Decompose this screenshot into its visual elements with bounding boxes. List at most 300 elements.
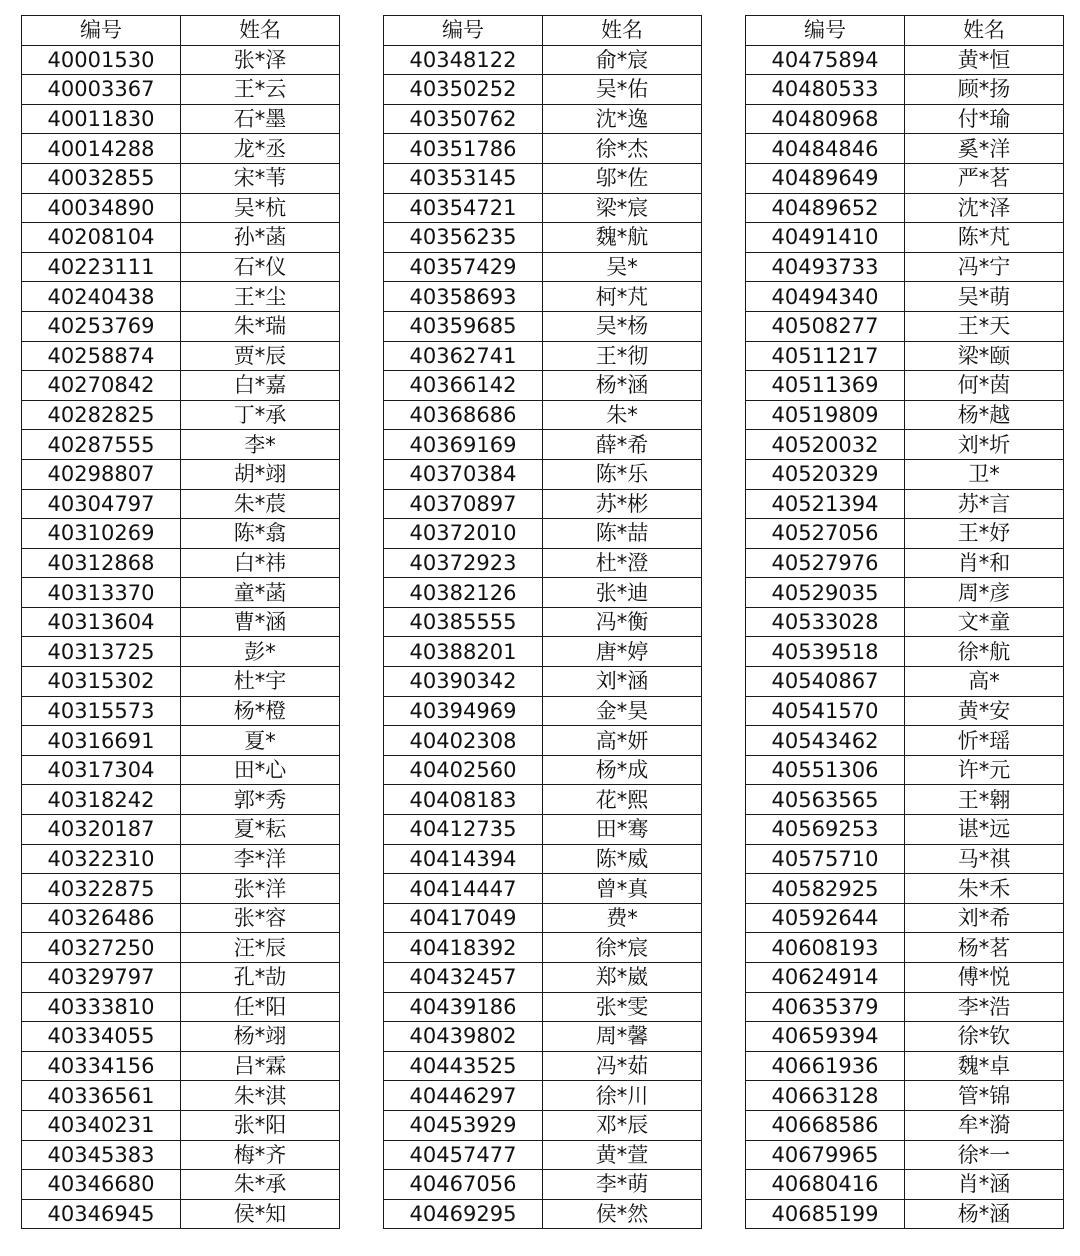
cell-id: 40253769 [22,311,181,341]
table-row [746,726,1064,756]
cell-id: 40551306 [746,755,905,785]
cell-name: 宋*苇 [181,163,340,193]
cell-id: 40527056 [746,519,905,549]
cell-name: 周*馨 [543,1022,702,1052]
cell-name: 徐*宸 [543,933,702,963]
cell-name: 柯*芃 [543,282,702,312]
cell-id: 40333810 [22,992,181,1022]
cell-name: 王*天 [905,311,1064,341]
cell-name: 魏*卓 [905,1051,1064,1081]
cell-id: 40270842 [22,371,181,401]
table-row [22,489,340,519]
table-row [384,1081,702,1111]
table-row [746,1051,1064,1081]
header-id: 编号 [384,16,543,46]
table-header [746,16,1064,46]
table-row [746,311,1064,341]
cell-name: 邓*辰 [543,1110,702,1140]
cell-name: 唐*婷 [543,637,702,667]
cell-name: 苏*彬 [543,489,702,519]
cell-name: 吕*霖 [181,1051,340,1081]
table-row [746,489,1064,519]
table-row [384,578,702,608]
table-row [22,578,340,608]
cell-id: 40369169 [384,430,543,460]
cell-id: 40412735 [384,815,543,845]
cell-id: 40402308 [384,726,543,756]
table-row [746,371,1064,401]
cell-name: 俞*宸 [543,45,702,75]
cell-id: 40540867 [746,667,905,697]
cell-name: 顾*扬 [905,75,1064,105]
cell-name: 梁*颐 [905,341,1064,371]
cell-id: 40635379 [746,992,905,1022]
cell-name: 杨*茗 [905,933,1064,963]
header-row [746,16,1064,46]
roster-table-1 [21,15,340,1229]
cell-name: 金*昊 [543,696,702,726]
cell-name: 徐*一 [905,1140,1064,1170]
table-row [384,400,702,430]
cell-name: 杜*宇 [181,667,340,697]
cell-id: 40521394 [746,489,905,519]
table-row [22,104,340,134]
table-row [384,489,702,519]
cell-id: 40592644 [746,903,905,933]
cell-id: 40520032 [746,430,905,460]
table-row [746,45,1064,75]
table-row [384,519,702,549]
cell-id: 40608193 [746,933,905,963]
table-row [22,667,340,697]
cell-id: 40315573 [22,696,181,726]
table-row [22,992,340,1022]
cell-name: 魏*航 [543,223,702,253]
table-header [384,16,702,46]
cell-id: 40351786 [384,134,543,164]
table-row [384,1199,702,1229]
cell-name: 高* [905,667,1064,697]
cell-id: 40316691 [22,726,181,756]
cell-id: 40304797 [22,489,181,519]
table-row [22,45,340,75]
table-row [384,223,702,253]
cell-id: 40334055 [22,1022,181,1052]
cell-id: 40469295 [384,1199,543,1229]
cell-name: 杨*越 [905,400,1064,430]
cell-name: 朱*莀 [181,489,340,519]
cell-name: 王*彻 [543,341,702,371]
header-id: 编号 [746,16,905,46]
table-row [384,844,702,874]
table-row [22,1170,340,1200]
table-row [384,1170,702,1200]
cell-name: 马*祺 [905,844,1064,874]
table-row [746,519,1064,549]
cell-id: 40414447 [384,874,543,904]
table-row [22,371,340,401]
table-row [22,844,340,874]
table-row [22,1081,340,1111]
cell-id: 40659394 [746,1022,905,1052]
table-row [746,992,1064,1022]
table-row [384,282,702,312]
cell-name: 张*洋 [181,874,340,904]
cell-id: 40582925 [746,874,905,904]
cell-id: 40322310 [22,844,181,874]
cell-name: 朱*瑞 [181,311,340,341]
cell-id: 40432457 [384,963,543,993]
cell-id: 40539518 [746,637,905,667]
cell-name: 谌*远 [905,815,1064,845]
header-id: 编号 [22,16,181,46]
header-row [384,16,702,46]
table-row [22,282,340,312]
cell-name: 文*童 [905,607,1064,637]
cell-name: 夏* [181,726,340,756]
table-row [22,134,340,164]
table-row [22,519,340,549]
cell-id: 40368686 [384,400,543,430]
cell-name: 奚*洋 [905,134,1064,164]
table-row [384,252,702,282]
cell-id: 40529035 [746,578,905,608]
cell-name: 王*妤 [905,519,1064,549]
table-row [746,75,1064,105]
cell-id: 40334156 [22,1051,181,1081]
table-row [746,430,1064,460]
cell-id: 40372923 [384,548,543,578]
cell-id: 40320187 [22,815,181,845]
cell-id: 40443525 [384,1051,543,1081]
cell-name: 陈*乐 [543,459,702,489]
table-row [746,933,1064,963]
cell-id: 40258874 [22,341,181,371]
cell-id: 40484846 [746,134,905,164]
cell-name: 黄*安 [905,696,1064,726]
cell-id: 40385555 [384,607,543,637]
cell-name: 朱*禾 [905,874,1064,904]
cell-name: 杨*涵 [543,371,702,401]
table-row [22,903,340,933]
cell-id: 40359685 [384,311,543,341]
table-row [384,903,702,933]
cell-name: 张*泽 [181,45,340,75]
cell-name: 傅*悦 [905,963,1064,993]
cell-name: 孔*劼 [181,963,340,993]
cell-name: 张*阳 [181,1110,340,1140]
table-row [384,548,702,578]
table-row [22,1199,340,1229]
table-row [384,134,702,164]
cell-name: 花*熙 [543,785,702,815]
table-row [22,163,340,193]
cell-id: 40310269 [22,519,181,549]
table-body [22,45,340,1229]
cell-name: 卫* [905,459,1064,489]
cell-name: 王*尘 [181,282,340,312]
cell-id: 40679965 [746,1140,905,1170]
cell-name: 陈*芃 [905,223,1064,253]
cell-id: 40357429 [384,252,543,282]
cell-id: 40001530 [22,45,181,75]
table-row [746,400,1064,430]
table-row [22,785,340,815]
cell-name: 刘*圻 [905,430,1064,460]
cell-id: 40680416 [746,1170,905,1200]
cell-name: 曹*涵 [181,607,340,637]
table-row [22,1022,340,1052]
cell-id: 40663128 [746,1081,905,1111]
header-row [22,16,340,46]
table-row [384,874,702,904]
table-body [384,45,702,1229]
cell-name: 冯*宁 [905,252,1064,282]
cell-name: 冯*衡 [543,607,702,637]
cell-name: 杨*橙 [181,696,340,726]
table-row [22,548,340,578]
table-row [22,1051,340,1081]
table-row [746,223,1064,253]
cell-id: 40350252 [384,75,543,105]
table-row [22,252,340,282]
cell-id: 40313604 [22,607,181,637]
cell-id: 40353145 [384,163,543,193]
cell-id: 40032855 [22,163,181,193]
table-row [22,963,340,993]
table-row [384,1051,702,1081]
table-row [746,548,1064,578]
cell-id: 40480533 [746,75,905,105]
table-header [22,16,340,46]
cell-id: 40408183 [384,785,543,815]
cell-name: 牟*漪 [905,1110,1064,1140]
cell-name: 周*彦 [905,578,1064,608]
table-row [384,963,702,993]
cell-name: 朱*淇 [181,1081,340,1111]
cell-name: 汪*辰 [181,933,340,963]
cell-name: 许*元 [905,755,1064,785]
cell-name: 李* [181,430,340,460]
table-row [22,459,340,489]
table-row [22,1140,340,1170]
table-row [746,1081,1064,1111]
cell-name: 曾*真 [543,874,702,904]
cell-name: 徐*钦 [905,1022,1064,1052]
cell-name: 吴*佑 [543,75,702,105]
table-body [746,45,1064,1229]
cell-id: 40298807 [22,459,181,489]
cell-name: 黄*萱 [543,1140,702,1170]
cell-id: 40390342 [384,667,543,697]
cell-id: 40418392 [384,933,543,963]
table-row [746,104,1064,134]
table-row [384,933,702,963]
cell-name: 张*雯 [543,992,702,1022]
cell-id: 40519809 [746,400,905,430]
cell-name: 薛*希 [543,430,702,460]
table-row [746,1199,1064,1229]
cell-id: 40287555 [22,430,181,460]
roster-table-2 [383,15,702,1229]
cell-name: 孙*菡 [181,223,340,253]
cell-name: 吴*萌 [905,282,1064,312]
cell-id: 40511217 [746,341,905,371]
cell-id: 40527976 [746,548,905,578]
cell-id: 40491410 [746,223,905,253]
cell-id: 40370897 [384,489,543,519]
cell-name: 白*祎 [181,548,340,578]
table-row [746,134,1064,164]
table-row [746,667,1064,697]
table-row [384,193,702,223]
cell-name: 黄*恒 [905,45,1064,75]
cell-name: 田*心 [181,755,340,785]
table-row [22,726,340,756]
cell-name: 朱* [543,400,702,430]
cell-name: 张*迪 [543,578,702,608]
cell-name: 李*洋 [181,844,340,874]
table-row [22,637,340,667]
table-row [746,1140,1064,1170]
cell-name: 徐*杰 [543,134,702,164]
table-row [384,607,702,637]
table-row [384,785,702,815]
cell-name: 童*菡 [181,578,340,608]
cell-id: 40394969 [384,696,543,726]
table-row [746,874,1064,904]
cell-id: 40354721 [384,193,543,223]
cell-id: 40350762 [384,104,543,134]
cell-name: 吴* [543,252,702,282]
table-row [22,607,340,637]
table-row [384,992,702,1022]
table-row [746,755,1064,785]
cell-name: 吴*杭 [181,193,340,223]
table-row [746,844,1064,874]
cell-id: 40348122 [384,45,543,75]
table-row [746,282,1064,312]
cell-name: 朱*承 [181,1170,340,1200]
cell-name: 沈*泽 [905,193,1064,223]
table-row [22,933,340,963]
cell-id: 40340231 [22,1110,181,1140]
roster-table-3 [745,15,1064,1229]
cell-name: 夏*耘 [181,815,340,845]
table-row [384,311,702,341]
table-row [22,400,340,430]
cell-id: 40313370 [22,578,181,608]
table-row [746,252,1064,282]
table-row [384,45,702,75]
table-row [384,1022,702,1052]
cell-id: 40322875 [22,874,181,904]
table-row [746,1170,1064,1200]
cell-id: 40624914 [746,963,905,993]
cell-id: 40327250 [22,933,181,963]
cell-id: 40467056 [384,1170,543,1200]
table-row [746,815,1064,845]
cell-id: 40240438 [22,282,181,312]
cell-name: 付*瑜 [905,104,1064,134]
cell-name: 王*翱 [905,785,1064,815]
cell-name: 苏*言 [905,489,1064,519]
cell-id: 40312868 [22,548,181,578]
cell-id: 40575710 [746,844,905,874]
table-row [384,667,702,697]
cell-id: 40494340 [746,282,905,312]
table-row [384,371,702,401]
cell-id: 40366142 [384,371,543,401]
table-row [384,430,702,460]
cell-id: 40223111 [22,252,181,282]
cell-id: 40457477 [384,1140,543,1170]
table-row [746,696,1064,726]
cell-name: 何*茵 [905,371,1064,401]
cell-id: 40326486 [22,903,181,933]
table-row [746,637,1064,667]
cell-id: 40345383 [22,1140,181,1170]
cell-id: 40493733 [746,252,905,282]
cell-name: 贾*辰 [181,341,340,371]
table-row [746,341,1064,371]
cell-name: 梅*齐 [181,1140,340,1170]
cell-id: 40388201 [384,637,543,667]
cell-id: 40685199 [746,1199,905,1229]
cell-id: 40336561 [22,1081,181,1111]
cell-id: 40508277 [746,311,905,341]
header-name: 姓名 [543,16,702,46]
cell-name: 高*妍 [543,726,702,756]
table-row [22,193,340,223]
table-row [746,785,1064,815]
cell-id: 40011830 [22,104,181,134]
cell-name: 李*浩 [905,992,1064,1022]
cell-id: 40439186 [384,992,543,1022]
cell-id: 40382126 [384,578,543,608]
cell-name: 石*仪 [181,252,340,282]
cell-name: 任*阳 [181,992,340,1022]
cell-id: 40489649 [746,163,905,193]
cell-id: 40475894 [746,45,905,75]
cell-name: 费* [543,903,702,933]
table-row [384,755,702,785]
cell-id: 40282825 [22,400,181,430]
table-row [746,1110,1064,1140]
cell-id: 40370384 [384,459,543,489]
table-row [746,459,1064,489]
cell-name: 李*萌 [543,1170,702,1200]
cell-id: 40511369 [746,371,905,401]
table-row [746,193,1064,223]
cell-id: 40356235 [384,223,543,253]
cell-id: 40541570 [746,696,905,726]
table-row [384,1140,702,1170]
cell-name: 田*骞 [543,815,702,845]
cell-id: 40668586 [746,1110,905,1140]
cell-id: 40317304 [22,755,181,785]
cell-id: 40414394 [384,844,543,874]
table-row [746,607,1064,637]
table-row [384,696,702,726]
cell-name: 石*墨 [181,104,340,134]
table-row [746,1022,1064,1052]
table-row [384,341,702,371]
cell-id: 40520329 [746,459,905,489]
table-row [384,637,702,667]
cell-name: 王*云 [181,75,340,105]
table-row [384,163,702,193]
